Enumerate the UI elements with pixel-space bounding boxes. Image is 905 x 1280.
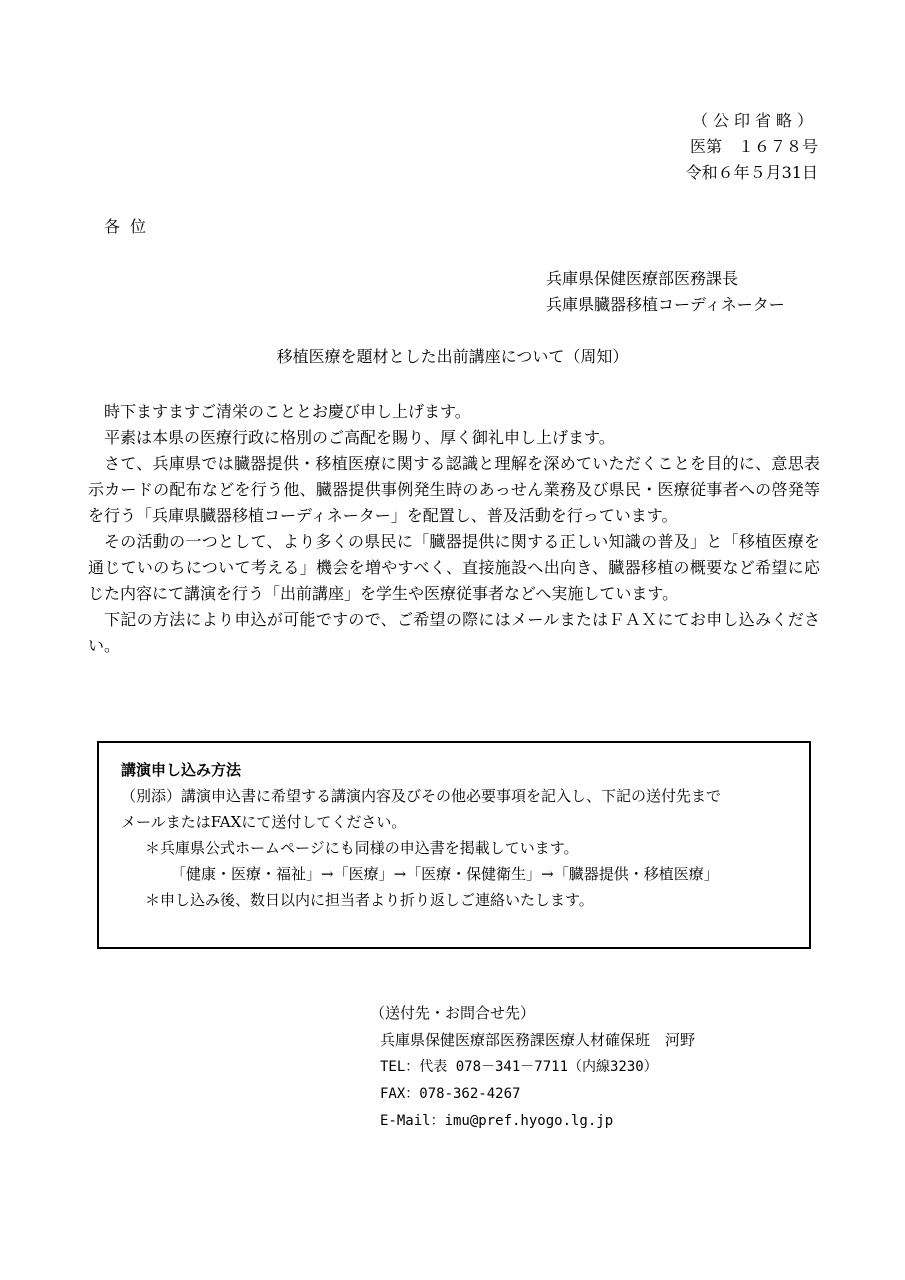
seal-omitted-note: （公印省略） <box>691 111 818 130</box>
contact-fax: FAX：078-362-4267 <box>380 1086 521 1102</box>
contact-department: 兵庫県保健医療部医務課医療人材確保班 河野 <box>380 1031 696 1049</box>
document-date: 令和６年５月31日 <box>685 163 818 182</box>
homepage-note: ＊兵庫県公式ホームページにも同様の申込書を掲載しています。 <box>145 839 579 857</box>
contact-block <box>370 1000 695 1135</box>
body-paragraph: その活動の一つとして、より多くの県民に「臓器提供に関する正しい知識の普及」と「移植医療を通じていのちについて考える」機会を増やすべく、直接施設へ出向き、臓器移植の概要など希望に応じた内容にて講演を行う「出前講座」を学生や医療従事者などへ実施しています。 <box>88 532 820 603</box>
application-box-heading: 講演申し込み方法 <box>121 761 242 779</box>
body-paragraph: 時下ますますご清栄のこととお慶び申し上げます。 <box>104 402 471 421</box>
document-title: 移植医療を題材とした出前講座について（周知） <box>276 347 629 366</box>
application-method-box <box>97 741 811 949</box>
homepage-navigation-path: 「健康・医療・福祉」→「医療」→「医療・保健衛生」→「臓器提供・移植医療」 <box>171 865 719 883</box>
body-paragraph: 平素は本県の医療行政に格別のご高配を賜り、厚く御礼申し上げます。 <box>104 428 615 447</box>
application-instruction-line-2: メールまたはFAXにて送付してください。 <box>121 813 407 831</box>
body-paragraph: さて、兵庫県では臓器提供・移植医療に関する認識と理解を深めていただくことを目的に、意思表示カードの配布などを行う他、臓器提供事例発生時のあっせん業務及び県民・医療従事者への啓発等を行う「兵庫県臓器移植コーディネーター」を配置し、普及活動を行っています。 <box>88 454 820 525</box>
contact-heading: （送付先・お問合せ先） <box>370 1004 536 1022</box>
contact-tel: TEL：代表 078－341－7711（内線3230） <box>380 1059 658 1075</box>
body-paragraph: 下記の方法により申込が可能ですので、ご希望の際にはメールまたはＦＡＸにてお申し込みください。 <box>88 610 820 655</box>
sender-line-1: 兵庫県保健医療部医務課長 <box>546 269 739 288</box>
followup-note: ＊申し込み後、数日以内に担当者より折り返しご連絡いたします。 <box>145 891 594 909</box>
sender-line-2: 兵庫県臓器移植コーディネーター <box>546 295 785 314</box>
addressee: 各位 <box>104 217 157 236</box>
document-number: 医第 １６７８号 <box>689 137 818 156</box>
body-text <box>88 399 820 659</box>
contact-email: E-Mail：imu@pref.hyogo.lg.jp <box>380 1113 614 1129</box>
application-instruction-line-1: （別添）講演申込書に希望する講演内容及びその他必要事項を記入し、下記の送付先まで <box>121 787 722 805</box>
